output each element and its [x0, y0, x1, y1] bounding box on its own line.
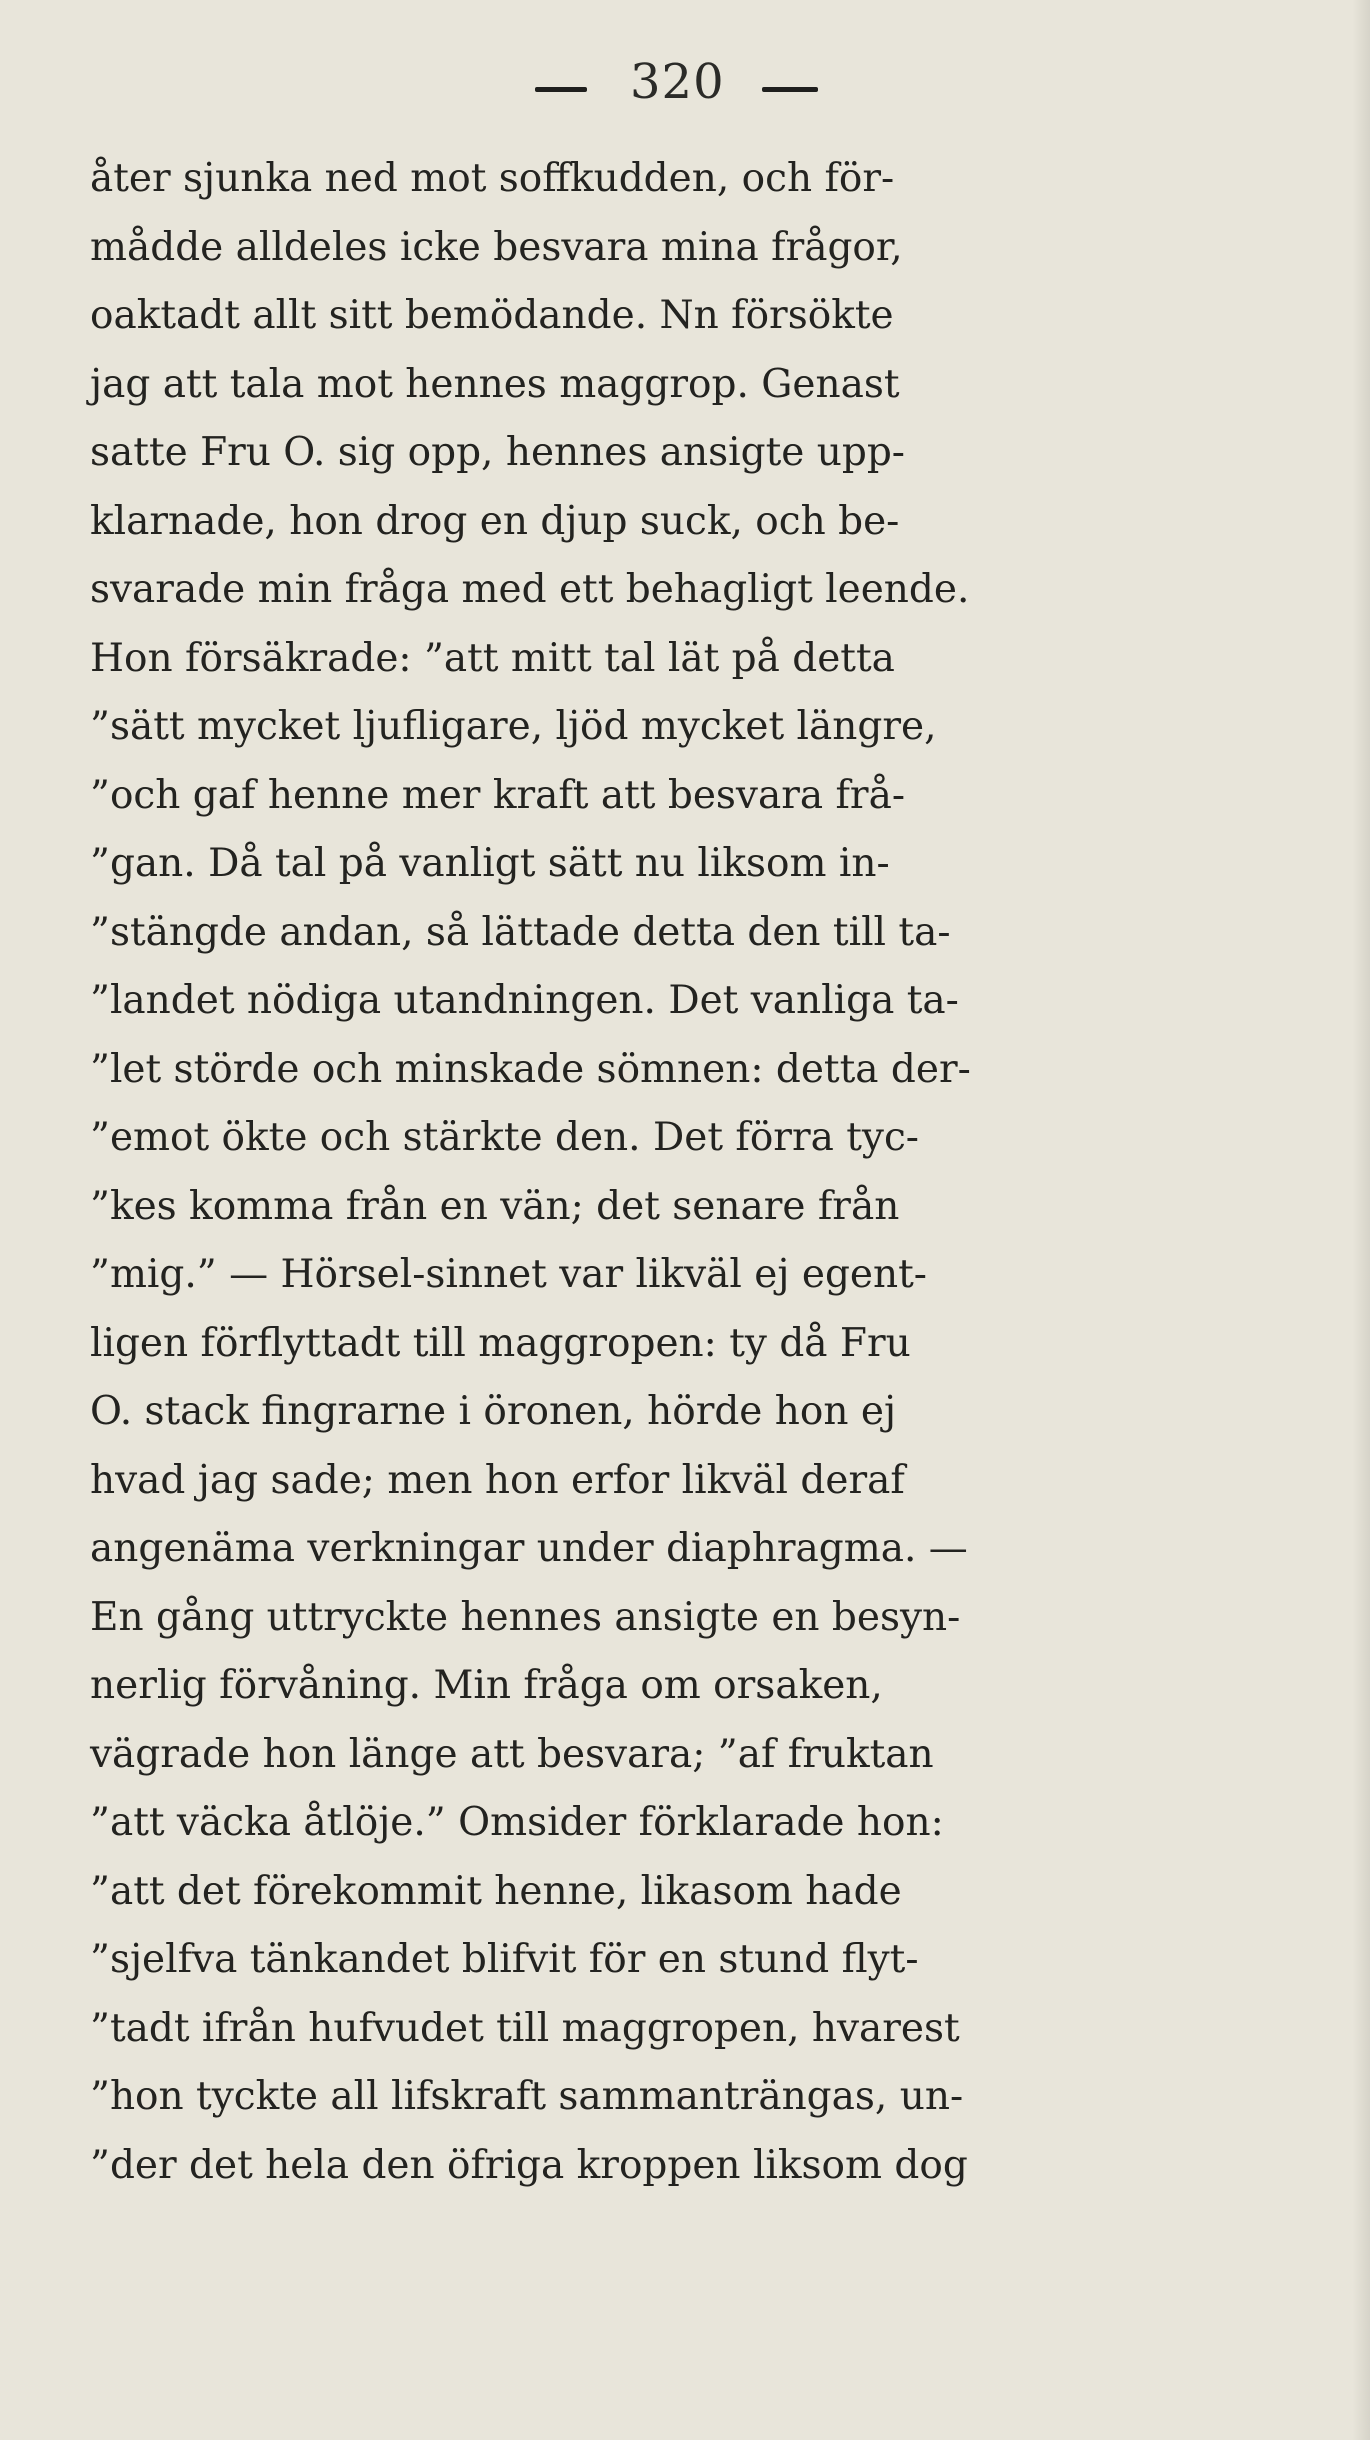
header-dash-left: [535, 87, 587, 92]
text-line: ligen förflyttadt till maggropen: ty då Fru: [90, 1320, 911, 1366]
text-line: vägrade hon länge att besvara; ”af fruktan: [90, 1731, 934, 1777]
body-text: [90, 145, 1355, 2200]
text-line: mådde alldeles icke besvara mina frågor,: [90, 224, 903, 270]
text-line: nerlig förvåning. Min fråga om orsaken,: [90, 1663, 883, 1708]
text-line: satte Fru O. sig opp, hennes ansigte upp-: [90, 430, 905, 475]
text-line: ”stängde andan, så lättade detta den till ta-: [90, 909, 951, 955]
text-line: En gång uttryckte hennes ansigte en besyn-: [90, 1594, 961, 1640]
text-line: ”der det hela den öfriga kroppen liksom dog: [90, 2142, 968, 2188]
text-line: ”sjelfva tänkandet blifvit för en stund flyt-: [90, 1937, 919, 1982]
text-line: angenäma verkningar under diaphragma. —: [90, 1526, 968, 1571]
text-line: oaktadt allt sitt bemödande. Nn försökte: [90, 293, 894, 338]
text-line: svarade min fråga med ett behagligt leende.: [90, 567, 970, 612]
text-line: ”mig.” — Hörsel-sinnet var likväl ej egent-: [90, 1252, 927, 1297]
text-line: ”landet nödiga utandningen. Det vanliga ta-: [90, 978, 959, 1023]
text-line: ”kes komma från en vän; det senare från: [90, 1183, 900, 1229]
page-header: [0, 40, 1370, 120]
text-line: ”tadt ifrån hufvudet till maggropen, hvarest: [90, 2005, 960, 2051]
text-line: hvad jag sade; men hon erfor likväl deraf: [90, 1457, 905, 1503]
header-dash-right: [762, 87, 818, 92]
text-line: ”sätt mycket ljufligare, ljöd mycket längre,: [90, 704, 937, 749]
text-line: ”och gaf henne mer kraft att besvara frå-: [90, 772, 906, 818]
text-line: klarnade, hon drog en djup suck, och be-: [90, 498, 900, 544]
text-line: ”att det förekommit henne, likasom hade: [90, 1868, 902, 1914]
text-line: ”let störde och minskade sömnen: detta der-: [90, 1046, 971, 1092]
text-line: ”hon tyckte all lifskraft sammanträngas, un-: [90, 2074, 964, 2119]
text-line: Hon försäkrade: ”att mitt tal lät på detta: [90, 635, 895, 681]
text-line: jag att tala mot hennes maggrop. Genast: [90, 361, 900, 407]
text-line: ”emot ökte och stärkte den. Det förra tyc-: [90, 1115, 919, 1160]
page-number: 320: [630, 54, 725, 110]
text-line: O. stack fingrarne i öronen, hörde hon ej: [90, 1389, 897, 1434]
text-line: ”att väcka åtlöje.” Omsider förklarade hon:: [90, 1800, 944, 1845]
text-line: ”gan. Då tal på vanligt sätt nu liksom in-: [90, 841, 890, 886]
text-line: åter sjunka ned mot soffkudden, och för-: [90, 156, 895, 201]
